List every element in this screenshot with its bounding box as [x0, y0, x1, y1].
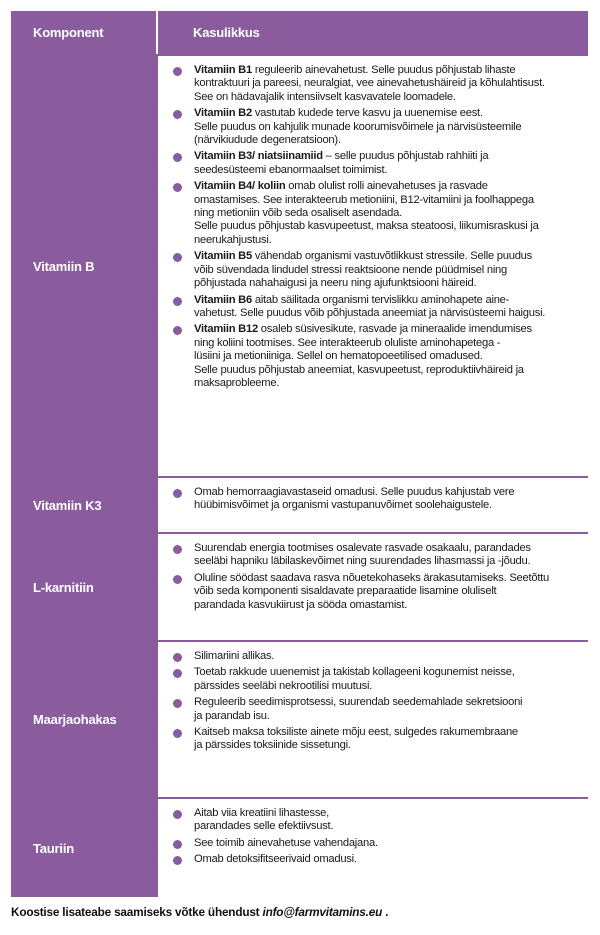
- item-text-line: Kaitseb maksa toksiliste ainete mõju eest, sulgedes rakumembraane: [194, 726, 518, 739]
- item-text-line: neerukahjustusi.: [194, 233, 272, 246]
- list-item: [172, 64, 580, 104]
- item-title: Vitamiin B4/ koliin: [194, 180, 286, 193]
- item-text-line: Silimariini allikas.: [194, 650, 275, 662]
- row-maarjaohakas: [11, 642, 588, 797]
- list-item: [172, 837, 580, 850]
- item-text-line: võib seda komponenti sisaldavate preparaatide lisamine oluliselt: [194, 585, 497, 598]
- item-text-line: ja pärssides toksiinide sissetungi.: [194, 739, 351, 752]
- bullet-icon: [173, 575, 182, 584]
- item-text-line: Aitab viia kreatiini lihastesse,: [194, 807, 330, 819]
- header-komponent: Komponent: [33, 25, 104, 40]
- item-text-line: Selle puudus põhjustab kasvupeetust, maksa steatoosi, liikumisraskusi ja: [194, 220, 539, 233]
- bullet-icon: [173, 153, 182, 162]
- item-title: Vitamiin B12: [194, 323, 258, 336]
- item-title: Vitamiin B1: [194, 64, 252, 76]
- header-divider: [156, 11, 158, 54]
- row-content: [158, 534, 588, 640]
- footer-end: .: [382, 905, 389, 919]
- item-title: Vitamiin B3/ niatsiinamiid: [194, 150, 323, 163]
- bullet-icon: [173, 840, 182, 849]
- item-text-line: Oluline söödast saadava rasva nõuetekohaseks ärakasutamiseks. Seetõttu: [194, 571, 550, 584]
- list-item: [172, 807, 580, 834]
- row-label: Vitamiin K3: [33, 497, 102, 513]
- bullet-icon: [173, 326, 182, 335]
- list-item: [172, 696, 580, 723]
- item-text-line: parandades selle efektiivsust.: [194, 820, 334, 833]
- list-item: [172, 572, 580, 612]
- bullet-icon: [173, 297, 182, 306]
- item-text-line: ja parandab isu.: [194, 709, 270, 722]
- item-text-line: See on hädavajalik intensiivselt kasvavatele loomadele.: [194, 90, 456, 103]
- header-kasulikkus: Kasulikkus: [193, 25, 260, 40]
- row-content: [158, 478, 588, 532]
- list-item: [172, 180, 580, 247]
- bullet-icon: [173, 489, 182, 498]
- bullet-icon: [173, 110, 182, 119]
- item-text-line: parandada kasvukiirust ja sööda omastamist.: [194, 598, 408, 611]
- item-text-line: omastamises. See interakteerub metioniini, B12-vitamiini ja foolhappega: [194, 193, 534, 206]
- list-item: [172, 486, 580, 513]
- item-text-line: maksaprobleeme.: [194, 376, 280, 389]
- item-text-line: pärssides seeläbi nekrootilisi muutusi.: [194, 679, 373, 692]
- item-text-line: ning koliini tootmises. See interakteerub oluliste aminohapetega -: [194, 336, 501, 349]
- item-text-line: – selle puudus põhjustab rahhiiti ja: [322, 150, 489, 163]
- row-label: Vitamiin B: [33, 258, 95, 274]
- list-item: [172, 107, 580, 147]
- list-item: [172, 323, 580, 390]
- item-text-line: aitab säilitada organismi tervislikku aminohapete aine-: [251, 293, 510, 306]
- row-label: Tauriin: [33, 840, 74, 856]
- item-text-line: lüsiini ja metioniiniga. Sellel on hematopoeetilised omadused.: [194, 350, 483, 363]
- item-text-line: vastutab kudede terve kasvu ja uuenemise eest.: [251, 107, 483, 120]
- row-content: [158, 799, 588, 897]
- benefit-list: [172, 486, 580, 513]
- item-text-line: Suurendab energia tootmises osalevate rasvade osakaalu, parandades: [194, 542, 531, 554]
- component-table: [11, 11, 588, 897]
- item-text-line: Omab detoksifitseerivaid omadusi.: [194, 853, 357, 866]
- row-vitamiin-b: [11, 56, 588, 476]
- list-item: [172, 294, 580, 321]
- item-title: Vitamiin B6: [194, 293, 252, 306]
- bullet-icon: [173, 856, 182, 865]
- item-text-line: seeläbi hapniku läbilaskevõimet ning suurendades lihasmassi ja -jõudu.: [194, 555, 531, 568]
- footer-email[interactable]: info@farmvitamins.eu: [262, 905, 383, 919]
- footer-text: Koostise lisateabe saamiseks võtke ühendust: [11, 905, 263, 919]
- item-title: Vitamiin B5: [194, 250, 252, 263]
- row-content: [158, 56, 588, 476]
- item-text-line: See toimib ainevahetuse vahendajana.: [194, 836, 378, 849]
- list-item: [172, 250, 580, 290]
- item-text-line: põhjustada nahahaigusi ja neeru ning ajufunktsiooni häireid.: [194, 277, 477, 290]
- item-text-line: Reguleerib seedimisprotsessi, suurendab seedemahlade sekretsiooni: [194, 696, 523, 709]
- list-item: [172, 666, 580, 693]
- row-label: L-karnitiin: [33, 579, 94, 595]
- bullet-icon: [173, 729, 182, 738]
- item-text-line: Selle puudus on kahjulik munade koorumisvõimele ja närvisüsteemile: [194, 120, 522, 133]
- row-l-karnitiin: [11, 534, 588, 640]
- list-item: [172, 650, 580, 663]
- item-text-line: reguleerib ainevahetust. Selle puudus põhjustab lihaste: [251, 64, 516, 76]
- bullet-icon: [173, 183, 182, 192]
- item-text-line: (närvikiudude degeneratsioon).: [194, 134, 341, 147]
- row-content: [158, 642, 588, 797]
- item-text-line: Selle puudus põhjustab aneemiat, kasvupeetust, reproduktiivhäireid ja: [194, 363, 524, 376]
- benefit-list: [172, 542, 580, 612]
- item-title: Vitamiin B2: [194, 107, 252, 120]
- item-text-line: vahetust. Selle puudus võib põhjustada aneemiat ja närvisüsteemi haigusi.: [194, 306, 546, 319]
- item-text-line: Toetab rakkude uuenemist ja takistab kollageeni kogunemist neisse,: [194, 666, 515, 679]
- bullet-icon: [173, 67, 182, 76]
- row-tauriin: [11, 799, 588, 897]
- list-item: [172, 150, 580, 177]
- bullet-icon: [173, 699, 182, 708]
- bullet-icon: [173, 253, 182, 262]
- benefit-list: [172, 64, 580, 390]
- row-label: Maarjaohakas: [33, 712, 117, 727]
- item-text-line: omab olulist rolli ainevahetuses ja rasvade: [285, 180, 488, 193]
- bullet-icon: [173, 545, 182, 554]
- item-text-line: kontraktuuri ja pareesi, neuralgiat, vee ainevahetushäireid ja kõhulahtisust.: [194, 77, 545, 90]
- item-text-line: võib süvendada lindudel stressi reaktsioone nende püüdmisel ning: [194, 263, 508, 276]
- item-text-line: vähendab organismi vastuvõtlikkust stressile. Selle puudus: [251, 250, 532, 263]
- item-text-line: seedesüsteemi ebanormaalset toimimist.: [194, 163, 388, 176]
- item-text-line: Omab hemorraagiavastaseid omadusi. Selle puudus kahjustab vere: [194, 486, 515, 498]
- bullet-icon: [173, 653, 182, 662]
- footer-contact: [11, 905, 388, 919]
- list-item: [172, 726, 580, 753]
- benefit-list: [172, 807, 580, 867]
- benefit-list: [172, 650, 580, 753]
- bullet-icon: [173, 810, 182, 819]
- row-vitamiin-k3: [11, 478, 588, 532]
- item-text-line: ning metioniin võib seda osaliselt asendada.: [194, 207, 402, 220]
- list-item: [172, 853, 580, 866]
- list-item: [172, 542, 580, 569]
- bullet-icon: [173, 669, 182, 678]
- item-text-line: hüübimisvõimet ja organismi vastupanuvõimet soolehaigustele.: [194, 499, 492, 512]
- item-text-line: osaleb süsivesikute, rasvade ja mineraalide imendumises: [257, 323, 532, 336]
